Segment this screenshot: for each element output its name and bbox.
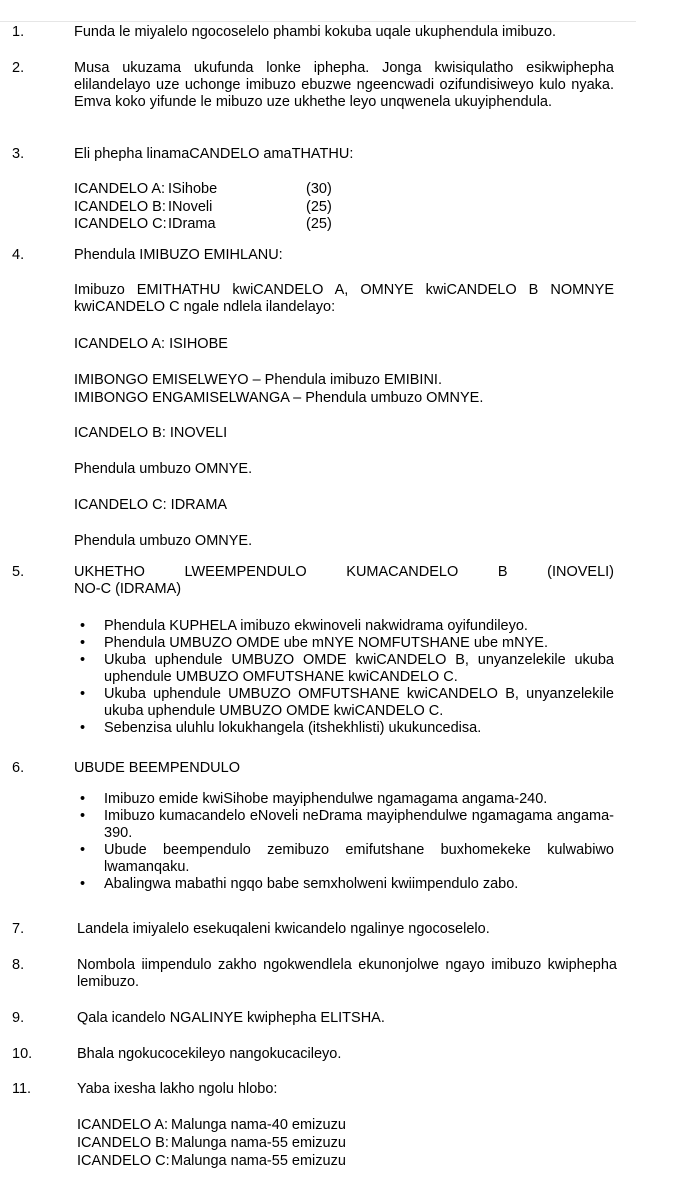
paragraph-distribution: Imibuzo EMITHATHU kwiCANDELO A, OMNYE kwiCANDELO B NOMNYE kwiCANDELO C ngale ndlela ilandelayo:: [74, 282, 614, 315]
list-item: • Ukuba uphendule UMBUZO OMFUTSHANE kwiCANDELO B, unyanzelekile ukuba uphendule UMBUZO OMDE kwiCANDELO C.: [74, 686, 614, 720]
section-marks: (30): [306, 181, 332, 197]
item-text: Landela imiyalelo esekuqaleni kwicandelo ngalinye ngocoselelo.: [77, 921, 490, 937]
item-heading: [74, 564, 614, 581]
list-item: • Ubude beempendulo zemibuzo emifutshane buxhomekeke kulwabiwo lwamanqaku.: [74, 842, 614, 876]
poems-prescribed: IMIBONGO EMISELWEYO – Phendula imibuzo EMIBINI.: [74, 372, 442, 388]
item-number: 11.: [12, 1081, 32, 1097]
bullet-list: [74, 791, 614, 893]
item-number: 5.: [12, 564, 25, 580]
list-item: • Sebenzisa uluhlu lokukhangela (itshekhlisti) ukukuncedisa.: [74, 720, 614, 737]
list-item: • Phendula KUPHELA imibuzo ekwinoveli nakwidrama oyifundileyo.: [74, 618, 614, 635]
poems-unprescribed: IMIBONGO ENGAMISELWANGA – Phendula umbuzo OMNYE.: [74, 390, 484, 406]
section-a-heading: ICANDELO A: ISIHOBE: [74, 336, 228, 352]
item-text: Musa ukuzama ukufunda lonke iphepha. Jonga kwisiqulatho esikwiphepha elilandelayo uze uchonge imibuzo ebuzwe ngeencwadi ozifundisiweyo kulo nyaka. Emva koko yifunde le mibuzo uze ukhethe leyo unqwenela ukuyiphendula.: [74, 60, 614, 110]
section-b-instruction: Phendula umbuzo OMNYE.: [74, 461, 253, 477]
item-heading: UBUDE BEEMPENDULO: [74, 760, 240, 776]
section-row-a: [74, 181, 332, 198]
section-c-instruction: Phendula umbuzo OMNYE.: [74, 533, 253, 549]
item-number: 10.: [12, 1046, 33, 1062]
page-top-rule: [0, 21, 636, 22]
list-item: • Abalingwa mabathi ngqo babe semxholweni kwiimpendulo zabo.: [74, 876, 614, 893]
list-item: • Phendula UMBUZO OMDE ube mNYE NOMFUTSHANE ube mNYE.: [74, 635, 614, 652]
item-number: 3.: [12, 146, 25, 162]
section-label: ICANDELO C:: [74, 216, 167, 232]
section-name: IDrama: [168, 216, 216, 232]
bullet-list: [74, 618, 614, 737]
time-label: ICANDELO A:: [77, 1117, 169, 1133]
item-number: 6.: [12, 760, 25, 776]
item-text: Nombola iimpendulo zakho ngokwendlela ekunonjolwe ngayo imibuzo kwiphepha lemibuzo.: [77, 957, 617, 990]
time-value: Malunga nama-55 emizuzu: [171, 1135, 346, 1151]
heading-line-2: NO-C (IDRAMA): [74, 581, 182, 597]
item-number: 9.: [12, 1010, 25, 1026]
item-number: 1.: [12, 24, 25, 40]
time-label: ICANDELO C:: [77, 1153, 170, 1169]
section-label: ICANDELO B:: [74, 199, 166, 215]
time-row-c: [77, 1153, 346, 1170]
time-label: ICANDELO B:: [77, 1135, 169, 1151]
time-row-b: [77, 1135, 346, 1152]
item-text: Funda le miyalelo ngocoselelo phambi kokuba uqale ukuphendula imibuzo.: [74, 24, 557, 40]
section-marks: (25): [306, 199, 332, 215]
item-text: Bhala ngokucocekileyo nangokucacileyo.: [77, 1046, 342, 1062]
section-row-b: [74, 199, 332, 216]
section-row-c: [74, 216, 332, 233]
item-number: 8.: [12, 957, 25, 973]
item-text: Yaba ixesha lakho ngolu hlobo:: [77, 1081, 278, 1097]
section-label: ICANDELO A:: [74, 181, 166, 197]
section-c-heading: ICANDELO C: IDRAMA: [74, 497, 228, 513]
item-number: 7.: [12, 921, 25, 937]
time-value: Malunga nama-55 emizuzu: [171, 1153, 346, 1169]
item-text: Phendula IMIBUZO EMIHLANU:: [74, 247, 283, 263]
item-text: Eli phepha linamaCANDELO amaTHATHU:: [74, 146, 354, 162]
item-number: 4.: [12, 247, 25, 263]
time-value: Malunga nama-40 emizuzu: [171, 1117, 346, 1133]
time-row-a: [77, 1117, 346, 1134]
section-b-heading: ICANDELO B: INOVELI: [74, 425, 228, 441]
list-item: • Imibuzo emide kwiSihobe mayiphendulwe ngamagama angama-240.: [74, 791, 614, 808]
heading-line-1: UKHETHO LWEEMPENDULO KUMACANDELO B (INOVELI): [74, 564, 614, 580]
list-item: • Imibuzo kumacandelo eNoveli neDrama mayiphendulwe ngamagama angama-390.: [74, 808, 614, 842]
section-marks: (25): [306, 216, 332, 232]
list-item: • Ukuba uphendule UMBUZO OMDE kwiCANDELO B, unyanzelekile ukuba uphendule UMBUZO OMFUTSHANE kwiCANDELO C.: [74, 652, 614, 686]
item-text: Qala icandelo NGALINYE kwiphepha ELITSHA.: [77, 1010, 385, 1026]
item-number: 2.: [12, 60, 25, 76]
section-name: INoveli: [168, 199, 213, 215]
section-name: ISihobe: [168, 181, 218, 197]
